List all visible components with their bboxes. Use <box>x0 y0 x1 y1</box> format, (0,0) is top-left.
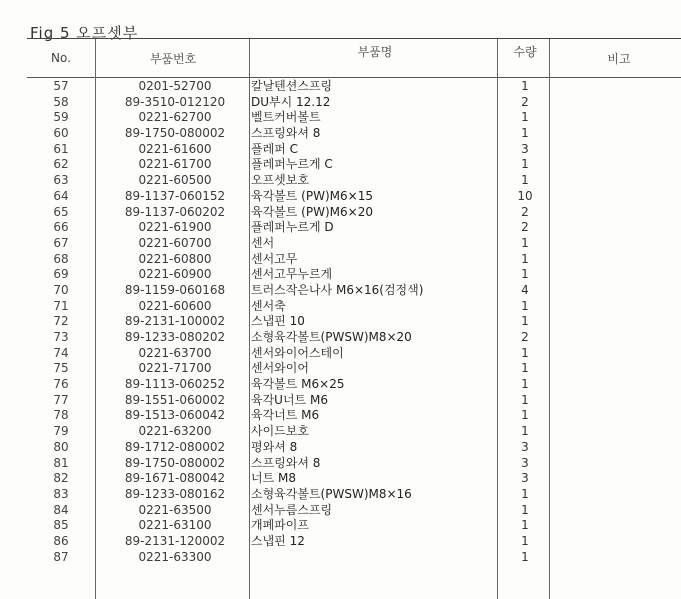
part-name: 육각볼트 (PW)M6×15 <box>251 188 373 203</box>
row-number: 86 <box>53 533 69 548</box>
table-row <box>27 205 681 221</box>
part-number: 89-1750-080002 <box>124 455 226 470</box>
quantity: 1 <box>521 298 529 313</box>
part-number: 0221-63300 <box>138 549 212 564</box>
row-number: 75 <box>53 361 69 376</box>
row-number: 60 <box>53 126 69 141</box>
row-number: 73 <box>53 330 69 344</box>
quantity: 2 <box>521 220 529 235</box>
part-number: 89-1137-060202 <box>124 204 226 219</box>
part-number: 89-1113-060252 <box>124 377 226 392</box>
header-remark: 비고 <box>607 51 631 66</box>
figure-title: Fig 5 오프셋부 <box>30 24 139 42</box>
table-row <box>27 126 681 142</box>
part-number: 89-1551-060002 <box>124 392 226 407</box>
table-row <box>27 503 681 519</box>
quantity: 1 <box>521 424 529 439</box>
quantity: 1 <box>521 314 529 329</box>
part-number: 0221-63700 <box>138 345 212 360</box>
header-qty: 수량 <box>513 45 537 59</box>
row-number: 66 <box>53 220 69 235</box>
part-name: 벨트커버볼트 <box>251 110 321 125</box>
part-number: 89-1712-080002 <box>124 439 226 454</box>
quantity: 3 <box>521 455 529 470</box>
quantity: 1 <box>521 549 529 564</box>
row-number: 82 <box>53 471 69 486</box>
quantity: 1 <box>521 502 529 517</box>
part-number: 0221-61700 <box>138 157 212 172</box>
header-no: No. <box>51 51 71 65</box>
quantity: 1 <box>521 392 529 407</box>
part-name: 평와셔 8 <box>251 439 298 454</box>
part-name: 센서고무누르게 <box>251 267 333 282</box>
part-name: 육각U너트 M6 <box>251 392 328 407</box>
part-name: 소형육각볼트(PWSW)M8×20 <box>251 330 412 344</box>
part-number: 0221-63100 <box>138 518 212 533</box>
table-header <box>27 39 681 78</box>
row-number: 63 <box>53 173 69 188</box>
table-row <box>27 157 681 173</box>
part-name: 센서축 <box>251 298 286 313</box>
quantity: 1 <box>521 79 529 93</box>
quantity: 4 <box>521 282 529 297</box>
quantity: 1 <box>521 533 529 548</box>
part-name: 플레퍼누르게 D <box>251 220 334 235</box>
row-number: 69 <box>53 267 69 282</box>
quantity: 1 <box>521 173 529 188</box>
quantity: 1 <box>521 486 529 501</box>
part-number: 0221-60700 <box>138 235 212 250</box>
part-number: 0221-62700 <box>138 110 212 125</box>
table-row <box>27 456 681 472</box>
quantity: 1 <box>521 110 529 125</box>
table-row <box>27 236 681 252</box>
row-number: 71 <box>53 298 69 313</box>
table-row <box>27 440 681 456</box>
part-name: 개폐파이프 <box>251 518 309 533</box>
part-name: 육각볼트 (PW)M6×20 <box>251 204 373 219</box>
part-name: 센서 <box>251 235 275 250</box>
row-number: 74 <box>53 345 69 360</box>
quantity: 2 <box>521 94 529 109</box>
table-row <box>27 518 681 534</box>
table-row <box>27 142 681 158</box>
table-row <box>27 550 681 566</box>
part-number: 89-1513-060042 <box>124 408 226 423</box>
header-part-no: 부품번호 <box>149 51 197 66</box>
table-row <box>27 95 681 111</box>
table-row <box>27 299 681 315</box>
table-row <box>27 252 681 268</box>
row-number: 59 <box>53 110 69 125</box>
part-number: 89-1671-080042 <box>124 471 226 486</box>
table-row <box>27 393 681 409</box>
table-row <box>27 377 681 393</box>
table-row <box>27 408 681 424</box>
quantity: 1 <box>521 345 529 360</box>
quantity: 2 <box>521 330 529 344</box>
part-number: 89-2131-120002 <box>124 533 226 548</box>
table-row <box>27 534 681 550</box>
part-number: 89-2131-100002 <box>124 314 226 329</box>
quantity: 1 <box>521 408 529 423</box>
table-row <box>27 189 681 205</box>
part-number: 0221-60800 <box>138 251 212 266</box>
quantity: 1 <box>521 235 529 250</box>
row-number: 85 <box>53 518 69 533</box>
row-number: 65 <box>53 204 69 219</box>
table-row <box>27 314 681 330</box>
row-number: 62 <box>53 157 69 172</box>
table-row <box>27 267 681 283</box>
quantity: 1 <box>521 157 529 172</box>
part-name: 트러스작은나사 M6×16(검정색) <box>251 282 424 297</box>
row-number: 68 <box>53 251 69 266</box>
part-name: 플레퍼 C <box>251 141 298 156</box>
part-name: 스냅핀 10 <box>251 314 305 329</box>
part-number: 0221-71700 <box>138 361 212 376</box>
row-number: 77 <box>53 392 69 407</box>
table-row <box>27 79 681 95</box>
row-number: 79 <box>53 424 69 439</box>
row-number: 81 <box>53 455 69 470</box>
part-number: 0221-61900 <box>138 220 212 235</box>
row-number: 76 <box>53 377 69 392</box>
table-row <box>27 330 681 346</box>
part-name: 오프셋보호 <box>251 173 309 188</box>
quantity: 1 <box>521 126 529 141</box>
row-number: 80 <box>53 439 69 454</box>
row-number: 61 <box>53 141 69 156</box>
table-row <box>27 346 681 362</box>
part-name: 센서고무 <box>251 251 298 266</box>
quantity: 2 <box>521 204 529 219</box>
part-name: 플레퍼누르게 C <box>251 157 333 172</box>
quantity: 3 <box>521 141 529 156</box>
part-name: 육각너트 M6 <box>251 408 320 423</box>
quantity: 1 <box>521 518 529 533</box>
table-row <box>27 471 681 487</box>
part-name: 소형육각볼트(PWSW)M8×16 <box>251 486 412 501</box>
part-name: 스프링와셔 8 <box>251 455 321 470</box>
row-number: 58 <box>53 94 69 109</box>
table-row <box>27 361 681 377</box>
table-row <box>27 110 681 126</box>
part-name: 센서와이어 <box>251 361 309 376</box>
part-number: 0221-61600 <box>138 141 212 156</box>
row-number: 57 <box>53 79 69 93</box>
part-name: 육각볼트 M6×25 <box>251 377 345 392</box>
table-row <box>27 220 681 236</box>
part-number: 89-1137-060152 <box>124 188 226 203</box>
quantity: 1 <box>521 251 529 266</box>
part-number: 89-1233-080202 <box>124 330 226 344</box>
row-number: 67 <box>53 235 69 250</box>
row-number: 72 <box>53 314 69 329</box>
table-row <box>27 283 681 299</box>
part-number: 0201-52700 <box>138 79 212 93</box>
quantity: 3 <box>521 439 529 454</box>
row-number: 64 <box>53 188 69 203</box>
header-name: 부품명 <box>357 45 393 59</box>
quantity: 3 <box>521 471 529 486</box>
part-number: 0221-60500 <box>138 173 212 188</box>
table-row <box>27 424 681 440</box>
part-number: 89-1159-060168 <box>124 282 226 297</box>
row-number: 78 <box>53 408 69 423</box>
part-name: 스프링와셔 8 <box>251 126 321 141</box>
parts-table <box>27 38 681 599</box>
table-body <box>27 79 681 565</box>
row-number: 87 <box>53 549 69 564</box>
row-number: 84 <box>53 502 69 517</box>
quantity: 1 <box>521 377 529 392</box>
quantity: 1 <box>521 267 529 282</box>
part-number: 89-1750-080002 <box>124 126 226 141</box>
part-number: 89-3510-012120 <box>124 94 226 109</box>
part-number: 0221-63200 <box>138 424 212 439</box>
part-name: 센서누름스프링 <box>251 502 333 517</box>
part-name: 스냅핀 12 <box>251 533 305 548</box>
quantity: 1 <box>521 361 529 376</box>
part-number: 89-1233-080162 <box>124 486 226 501</box>
table-row <box>27 487 681 503</box>
part-name: 칼날텐션스프링 <box>251 79 333 93</box>
row-number: 83 <box>53 486 69 501</box>
quantity: 10 <box>517 188 533 203</box>
part-number: 0221-60900 <box>138 267 212 282</box>
part-name: 너트 M8 <box>251 471 296 486</box>
part-number: 0221-63500 <box>138 502 212 517</box>
table-row <box>27 173 681 189</box>
part-name: 센서와이어스테이 <box>251 345 344 360</box>
part-name: DU부시 12.12 <box>251 94 331 109</box>
part-number: 0221-60600 <box>138 298 212 313</box>
row-number: 70 <box>53 282 69 297</box>
part-name: 사이드보호 <box>251 424 309 439</box>
